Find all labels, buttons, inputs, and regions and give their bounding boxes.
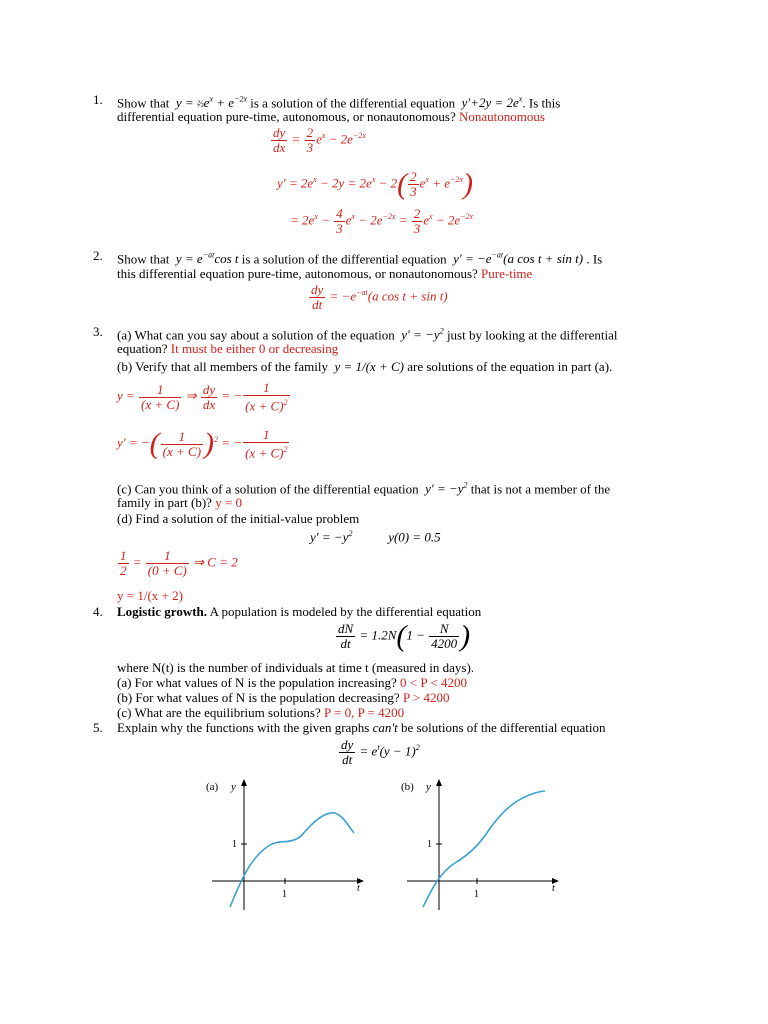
graph-label: (a) — [206, 781, 219, 793]
math-expression: $y'+2y = 2e^x$ — [458, 95, 523, 111]
answer-text: P > 4200 — [402, 690, 450, 705]
problem-number: 1. — [93, 92, 103, 107]
math-expression: $y' = -e^{-at}(a$ cos t + sin t) — [449, 251, 584, 267]
graph-a — [200, 775, 370, 915]
problem-number: 2. — [93, 248, 103, 263]
math-expression: $\frac{dN}{dt}$ = 1.2N(1 − $\frac{N}{4200}$ ) — [338, 619, 471, 653]
math-derivation: $\frac{1}{2}$ = $\frac{1}{(0 + C)}$ ⇒ C = 2 — [120, 548, 238, 578]
y-axis-arrow — [436, 779, 442, 786]
math-derivation: $\frac{dy}{dx}$ = $\frac{2}{3}$ $e^x - 2e^{-2x}$ — [273, 125, 366, 155]
math-expression: $y' = -y^2$ y(0) = 0.5 — [310, 529, 441, 545]
problem-5-line-1: Explain why the functions with the given graphs can't be solutions of the differential equation — [117, 720, 606, 735]
math-derivation: $y' = 2e^x - 2y = 2e^x - 2$( $\frac{2}{3}$ $e^x + e^{-2x}$) — [277, 167, 473, 201]
math-expression: y = 1/(x + C) — [331, 359, 404, 374]
problem-1-line-1: Show that $y = \frac{2}{3}e^x + e^{-2x}$ is a solution of the differential equation $y'+2y = 2e^x$. Is this — [117, 95, 561, 111]
x-axis-label: t — [552, 883, 555, 894]
answer-text: It must be either 0 or decreasing — [170, 341, 339, 356]
y-axis-label: y — [426, 781, 431, 793]
answer-text: Nonautonomous — [459, 109, 545, 124]
y-tick-label: 1 — [232, 839, 237, 850]
math-derivation: = $2e^x$ − $\frac{4}{3}$ $e^x - 2e^{-2x}$ = $\frac{2}{3}$ $e^x - 2e^{-2x}$ — [290, 206, 474, 236]
answer-text: 0 < P < 4200 — [400, 675, 467, 690]
problem-3c-line-1: (c) Can you think of a solution of the differential equation $y' = -y^2$ that is not a member of the — [117, 481, 611, 497]
answer-text: y = 1/(x + 2) — [117, 588, 183, 603]
math-expression: $y = \frac{2}{3}e^x + e^{-2x}$ — [172, 95, 248, 111]
curve — [423, 791, 545, 907]
math-derivation: y = $\frac{1}{(x + C)}$ ⇒ $\frac{dy}{dx}$ = − $\frac{1}{(x + C)^2}$ — [117, 380, 288, 414]
math-expression: $y' = -y^2$ — [398, 327, 444, 343]
problem-2-line-2: this differential equation pure-time, autonomous, or nonautonomous? Pure-time — [117, 266, 533, 281]
graph-b — [395, 775, 565, 915]
answer-text: P = 0, P = 4200 — [323, 705, 405, 720]
math-expression: $\frac{dy}{dt}$ = $e^t(y - 1)^2$ — [341, 737, 420, 767]
x-tick-label: 1 — [282, 889, 287, 900]
graph-label: (b) — [401, 781, 414, 793]
problem-4b: (b) For what values of N is the population decreasing? P > 4200 — [117, 690, 450, 705]
x-tick-label: 1 — [474, 889, 479, 900]
math-expression: $y' = -y^2$ — [421, 481, 468, 497]
y-tick-label: 1 — [427, 839, 432, 850]
problem-4a: (a) For what values of N is the population increasing? 0 < P < 4200 — [117, 675, 467, 690]
problem-3a-line-1: (a) What can you say about a solution of the equation $y' = -y^2$ just by looking at the differential — [117, 327, 618, 343]
math-derivation: y′ = −( $\frac{1}{(x + C)}$ )$^2$ = − $\frac{1}{(x + C)^2}$ — [117, 427, 288, 461]
problem-number: 5. — [93, 720, 103, 735]
y-axis-label: y — [231, 781, 236, 793]
problem-3b-line: (b) Verify that all members of the family y = 1/(x + C) are solutions of the equation in part (a). — [117, 359, 613, 374]
problem-4c: (c) What are the equilibrium solutions? P = 0, P = 4200 — [117, 705, 405, 720]
problem-3a-line-2: equation? It must be either 0 or decreasing — [117, 341, 339, 356]
x-axis-label: t — [357, 883, 360, 894]
problem-title: Logistic growth. — [117, 604, 208, 619]
problem-number: 4. — [93, 604, 103, 619]
problem-number: 3. — [93, 324, 103, 339]
problem-1-line-2: differential equation pure-time, autonomous, or nonautonomous? Nonautonomous — [117, 109, 545, 124]
problem-4-line-1: Logistic growth. A population is modeled by the differential equation — [117, 604, 482, 619]
answer-text: y = 0 — [215, 495, 243, 510]
math-derivation: $\frac{dy}{dt}$ = $-e^{-at}(a$ cos t + sin t) — [311, 282, 448, 312]
y-axis-arrow — [241, 779, 247, 786]
problem-3d-line: (d) Find a solution of the initial-value problem — [117, 511, 360, 526]
math-expression: $y = e^{-at}\cos$ t — [172, 251, 239, 267]
problem-4-where: where N(t) is the number of individuals at time t (measured in days). — [117, 660, 475, 675]
problem-2-line-1: Show that $y = e^{-at}\cos$ t is a solution of the differential equation $y' = -e^{-at}(a$ cos t + sin t) . Is — [117, 251, 603, 267]
curve — [230, 813, 354, 907]
answer-text: Pure-time — [481, 266, 533, 281]
problem-3c-line-2: family in part (b)? y = 0 — [117, 495, 243, 510]
